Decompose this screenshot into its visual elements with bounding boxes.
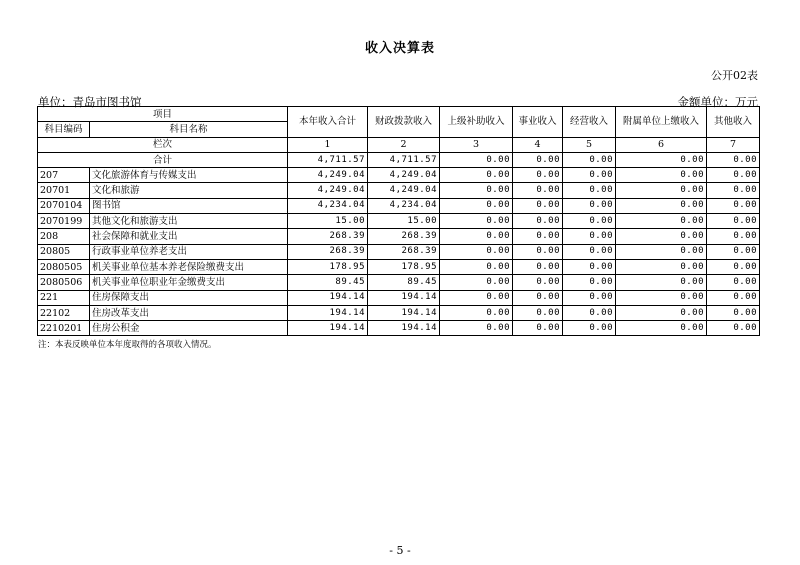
amount-unit: 金额单位：万元 — [677, 95, 758, 109]
amount-cell: 0.00 — [563, 183, 616, 198]
amount-cell: 178.95 — [288, 259, 368, 274]
amount-cell: 0.00 — [563, 275, 616, 290]
amount-cell: 0.00 — [440, 229, 513, 244]
amount-cell: 0.00 — [707, 275, 760, 290]
amount-cell: 0.00 — [513, 259, 563, 274]
table-row — [38, 168, 760, 183]
amount-cell: 0.00 — [616, 183, 707, 198]
table-row — [38, 290, 760, 305]
amount-cell: 0.00 — [563, 259, 616, 274]
table-row — [38, 229, 760, 244]
amount-cell: 0.00 — [563, 244, 616, 259]
subject-code: 208 — [38, 229, 90, 244]
amount-cell: 0.00 — [513, 244, 563, 259]
col-number: 5 — [563, 137, 616, 152]
amount-cell: 268.39 — [288, 244, 368, 259]
total-cell: 4,711.57 — [368, 152, 440, 167]
header-superior: 上级补助收入 — [440, 107, 513, 138]
col-number: 4 — [513, 137, 563, 152]
amount-cell: 0.00 — [440, 244, 513, 259]
table-row — [38, 305, 760, 320]
amount-cell: 0.00 — [707, 183, 760, 198]
amount-cell: 0.00 — [440, 183, 513, 198]
total-cell: 0.00 — [563, 152, 616, 167]
subject-code: 20701 — [38, 183, 90, 198]
subject-name: 图书馆 — [90, 198, 288, 213]
amount-cell: 0.00 — [440, 198, 513, 213]
amount-cell: 89.45 — [368, 275, 440, 290]
header-business: 事业收入 — [513, 107, 563, 138]
amount-cell: 194.14 — [288, 305, 368, 320]
table-row — [38, 183, 760, 198]
subject-code: 221 — [38, 290, 90, 305]
total-label: 合计 — [38, 152, 288, 167]
subject-name: 文化旅游体育与传媒支出 — [90, 168, 288, 183]
amount-cell: 194.14 — [288, 290, 368, 305]
amount-cell: 0.00 — [440, 259, 513, 274]
amount-cell: 0.00 — [616, 198, 707, 213]
subject-code: 2070104 — [38, 198, 90, 213]
amount-cell: 0.00 — [563, 290, 616, 305]
amount-cell: 0.00 — [513, 229, 563, 244]
amount-cell: 0.00 — [513, 168, 563, 183]
amount-cell: 0.00 — [563, 168, 616, 183]
amount-cell: 0.00 — [440, 168, 513, 183]
form-code: 公开02表 — [711, 69, 758, 82]
amount-cell: 0.00 — [513, 198, 563, 213]
subject-code: 2070199 — [38, 214, 90, 229]
subject-name: 机关事业单位职业年金缴费支出 — [90, 275, 288, 290]
subject-name: 机关事业单位基本养老保险缴费支出 — [90, 259, 288, 274]
amount-cell: 0.00 — [616, 244, 707, 259]
total-cell: 0.00 — [616, 152, 707, 167]
table-row — [38, 321, 760, 336]
amount-cell: 15.00 — [288, 214, 368, 229]
subject-code: 22102 — [38, 305, 90, 320]
amount-cell: 4,234.04 — [368, 198, 440, 213]
total-cell: 4,711.57 — [288, 152, 368, 167]
amount-cell: 4,234.04 — [288, 198, 368, 213]
subject-name: 文化和旅游 — [90, 183, 288, 198]
header-fiscal: 财政拨款收入 — [368, 107, 440, 138]
total-cell: 0.00 — [513, 152, 563, 167]
income-table — [37, 106, 760, 336]
amount-cell: 194.14 — [368, 290, 440, 305]
amount-cell: 194.14 — [368, 321, 440, 336]
subject-name: 其他文化和旅游支出 — [90, 214, 288, 229]
col-number: 7 — [707, 137, 760, 152]
amount-cell: 0.00 — [616, 168, 707, 183]
reporting-unit: 单位：青岛市图书馆 — [38, 95, 142, 109]
header-col-order: 栏次 — [38, 137, 288, 152]
amount-cell: 15.00 — [368, 214, 440, 229]
amount-cell: 0.00 — [707, 321, 760, 336]
subject-code: 207 — [38, 168, 90, 183]
amount-cell: 4,249.04 — [288, 183, 368, 198]
table-row — [38, 244, 760, 259]
col-number: 6 — [616, 137, 707, 152]
subject-name: 住房公积金 — [90, 321, 288, 336]
amount-cell: 268.39 — [368, 244, 440, 259]
table-row — [38, 214, 760, 229]
amount-cell: 0.00 — [440, 275, 513, 290]
amount-cell: 194.14 — [368, 305, 440, 320]
amount-cell: 0.00 — [563, 321, 616, 336]
amount-cell: 0.00 — [616, 305, 707, 320]
amount-cell: 0.00 — [616, 275, 707, 290]
col-number: 3 — [440, 137, 513, 152]
amount-cell: 89.45 — [288, 275, 368, 290]
table-note: 注：本表反映单位本年度取得的各项收入情况。 — [38, 340, 217, 350]
header-code: 科目编码 — [38, 122, 90, 137]
amount-cell: 0.00 — [707, 259, 760, 274]
amount-cell: 0.00 — [707, 305, 760, 320]
amount-cell: 0.00 — [440, 214, 513, 229]
amount-cell: 0.00 — [513, 290, 563, 305]
amount-cell: 194.14 — [288, 321, 368, 336]
amount-cell: 4,249.04 — [288, 168, 368, 183]
subject-code: 20805 — [38, 244, 90, 259]
amount-cell: 0.00 — [616, 290, 707, 305]
amount-cell: 0.00 — [440, 305, 513, 320]
amount-cell: 0.00 — [513, 183, 563, 198]
page-title: 收入决算表 — [364, 41, 435, 56]
amount-cell: 0.00 — [707, 244, 760, 259]
amount-cell: 178.95 — [368, 259, 440, 274]
header-name: 科目名称 — [90, 122, 288, 137]
amount-cell: 0.00 — [707, 290, 760, 305]
amount-cell: 0.00 — [563, 214, 616, 229]
amount-cell: 0.00 — [616, 321, 707, 336]
total-row — [38, 152, 760, 167]
header-affiliated: 附属单位上缴收入 — [616, 107, 707, 138]
amount-cell: 0.00 — [513, 275, 563, 290]
amount-cell: 0.00 — [616, 214, 707, 229]
amount-cell: 0.00 — [563, 198, 616, 213]
amount-cell: 0.00 — [513, 321, 563, 336]
total-cell: 0.00 — [707, 152, 760, 167]
total-cell: 0.00 — [440, 152, 513, 167]
subject-name: 住房保障支出 — [90, 290, 288, 305]
amount-cell: 0.00 — [563, 229, 616, 244]
amount-cell: 0.00 — [707, 229, 760, 244]
header-other: 其他收入 — [707, 107, 760, 138]
amount-cell: 4,249.04 — [368, 183, 440, 198]
table-row — [38, 275, 760, 290]
col-number: 2 — [368, 137, 440, 152]
header-operating: 经营收入 — [563, 107, 616, 138]
amount-cell: 0.00 — [707, 214, 760, 229]
col-number: 1 — [288, 137, 368, 152]
amount-cell: 0.00 — [440, 290, 513, 305]
table-row — [38, 259, 760, 274]
amount-cell: 0.00 — [563, 305, 616, 320]
subject-name: 住房改革支出 — [90, 305, 288, 320]
amount-cell: 0.00 — [513, 305, 563, 320]
amount-cell: 0.00 — [616, 259, 707, 274]
header-item: 项目 — [38, 107, 288, 122]
page-number: - 5 - — [389, 544, 411, 557]
subject-code: 2080505 — [38, 259, 90, 274]
amount-cell: 0.00 — [513, 214, 563, 229]
subject-code: 2080506 — [38, 275, 90, 290]
amount-cell: 4,249.04 — [368, 168, 440, 183]
subject-name: 社会保障和就业支出 — [90, 229, 288, 244]
amount-cell: 0.00 — [440, 321, 513, 336]
subject-name: 行政事业单位养老支出 — [90, 244, 288, 259]
amount-cell: 268.39 — [368, 229, 440, 244]
table-row — [38, 198, 760, 213]
amount-cell: 0.00 — [616, 229, 707, 244]
subject-code: 2210201 — [38, 321, 90, 336]
header-total-income: 本年收入合计 — [288, 107, 368, 138]
amount-cell: 0.00 — [707, 198, 760, 213]
amount-cell: 268.39 — [288, 229, 368, 244]
amount-cell: 0.00 — [707, 168, 760, 183]
